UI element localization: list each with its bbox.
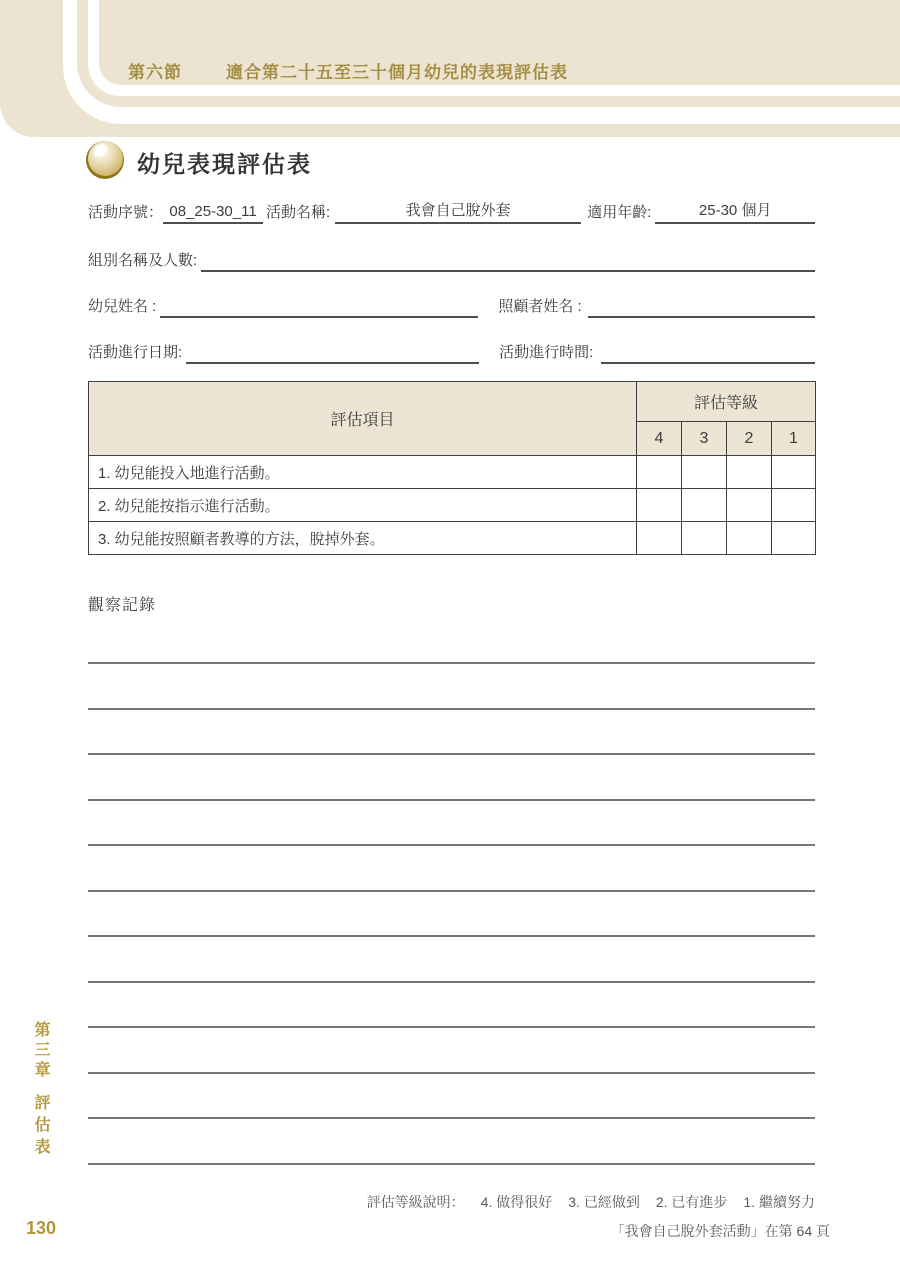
rating-cell bbox=[727, 489, 772, 522]
sidebar-chapter: 第三章 bbox=[32, 1021, 49, 1081]
carer-name-label: 照顧者姓名 : bbox=[498, 298, 582, 315]
rating-cell bbox=[682, 522, 727, 555]
rating-cell bbox=[637, 522, 682, 555]
rating-cell bbox=[772, 456, 816, 489]
rating-level-1: 1 bbox=[772, 422, 816, 456]
rating-cell bbox=[682, 489, 727, 522]
carer-name-field bbox=[588, 314, 815, 318]
table-header-items: 評估項目 bbox=[89, 382, 637, 456]
sidebar-section: 評估表 bbox=[32, 1094, 49, 1160]
rating-legend-label: 評估等級說明： bbox=[366, 1194, 465, 1210]
ruled-line bbox=[88, 1026, 815, 1028]
ruled-line bbox=[88, 844, 815, 846]
age-field: 25-30 個月 bbox=[655, 199, 815, 224]
table-row bbox=[89, 456, 816, 489]
ruled-line bbox=[88, 1117, 815, 1119]
child-name-label: 幼兒姓名 : bbox=[88, 298, 157, 315]
time-field bbox=[601, 360, 815, 364]
activity-no-field: 08_25-30_11 bbox=[163, 203, 263, 224]
rating-legend-item: 1. 繼續努力 bbox=[743, 1194, 815, 1210]
page-number: 130 bbox=[26, 1218, 57, 1238]
rating-cell bbox=[727, 456, 772, 489]
ruled-line bbox=[88, 890, 815, 892]
time-label: 活動進行時間: bbox=[499, 344, 594, 361]
ruled-line bbox=[88, 662, 815, 664]
form-row-names bbox=[88, 294, 815, 318]
rating-cell bbox=[772, 489, 816, 522]
age-label: 適用年齡: bbox=[587, 204, 652, 221]
ruled-line bbox=[88, 799, 815, 801]
rating-level-4: 4 bbox=[637, 422, 682, 456]
ruled-line bbox=[88, 1163, 815, 1165]
activity-no-label: 活動序號： bbox=[88, 204, 164, 221]
date-field bbox=[186, 360, 479, 364]
assessment-item-3: 3. 幼兒能按照顧者教導的方法，脫掉外套。 bbox=[89, 522, 637, 555]
observation-label: 觀察記錄 bbox=[88, 597, 157, 614]
page-title: 幼兒表現評估表 bbox=[137, 151, 312, 177]
form-row-group bbox=[88, 248, 815, 272]
form-row-datetime bbox=[88, 340, 815, 364]
rating-cell bbox=[637, 489, 682, 522]
activity-name-label: 活動名稱: bbox=[266, 204, 331, 221]
rating-cell bbox=[637, 456, 682, 489]
rating-legend-item: 4. 做得很好 bbox=[480, 1194, 553, 1210]
activity-reference: 「我會自己脫外套活動」在第 64 頁 bbox=[610, 1223, 830, 1239]
child-name-field bbox=[160, 314, 478, 318]
table-header-rating: 評估等級 bbox=[637, 382, 816, 422]
assessment-item-2: 2. 幼兒能按指示進行活動。 bbox=[89, 489, 637, 522]
section-title: 適合第二十五至三十個月幼兒的表現評估表 bbox=[226, 63, 568, 82]
table-row bbox=[89, 489, 816, 522]
group-label: 組別名稱及人數: bbox=[88, 252, 198, 269]
section-label: 第六節 bbox=[128, 63, 182, 82]
rating-legend-item: 3. 已經做到 bbox=[568, 1194, 640, 1210]
pearl-icon-sphere bbox=[88, 141, 123, 176]
rating-cell bbox=[682, 456, 727, 489]
group-field bbox=[201, 268, 815, 272]
ruled-line bbox=[88, 981, 815, 983]
date-label: 活動進行日期: bbox=[88, 344, 183, 361]
pearl-icon bbox=[86, 141, 124, 179]
rating-cell bbox=[727, 522, 772, 555]
rating-level-2: 2 bbox=[727, 422, 772, 456]
section-header bbox=[128, 58, 568, 83]
rating-legend bbox=[367, 1192, 815, 1212]
form-row-activity bbox=[88, 200, 815, 224]
activity-name-field: 我會自己脫外套 bbox=[335, 199, 581, 224]
rating-legend-item: 2. 已有進步 bbox=[655, 1194, 728, 1210]
ruled-line bbox=[88, 1072, 815, 1074]
assessment-item-1: 1. 幼兒能投入地進行活動。 bbox=[89, 456, 637, 489]
table-row bbox=[89, 522, 816, 555]
rating-level-3: 3 bbox=[682, 422, 727, 456]
rating-cell bbox=[772, 522, 816, 555]
ruled-line bbox=[88, 753, 815, 755]
assessment-table bbox=[88, 381, 816, 555]
ruled-line bbox=[88, 935, 815, 937]
ruled-line bbox=[88, 708, 815, 710]
